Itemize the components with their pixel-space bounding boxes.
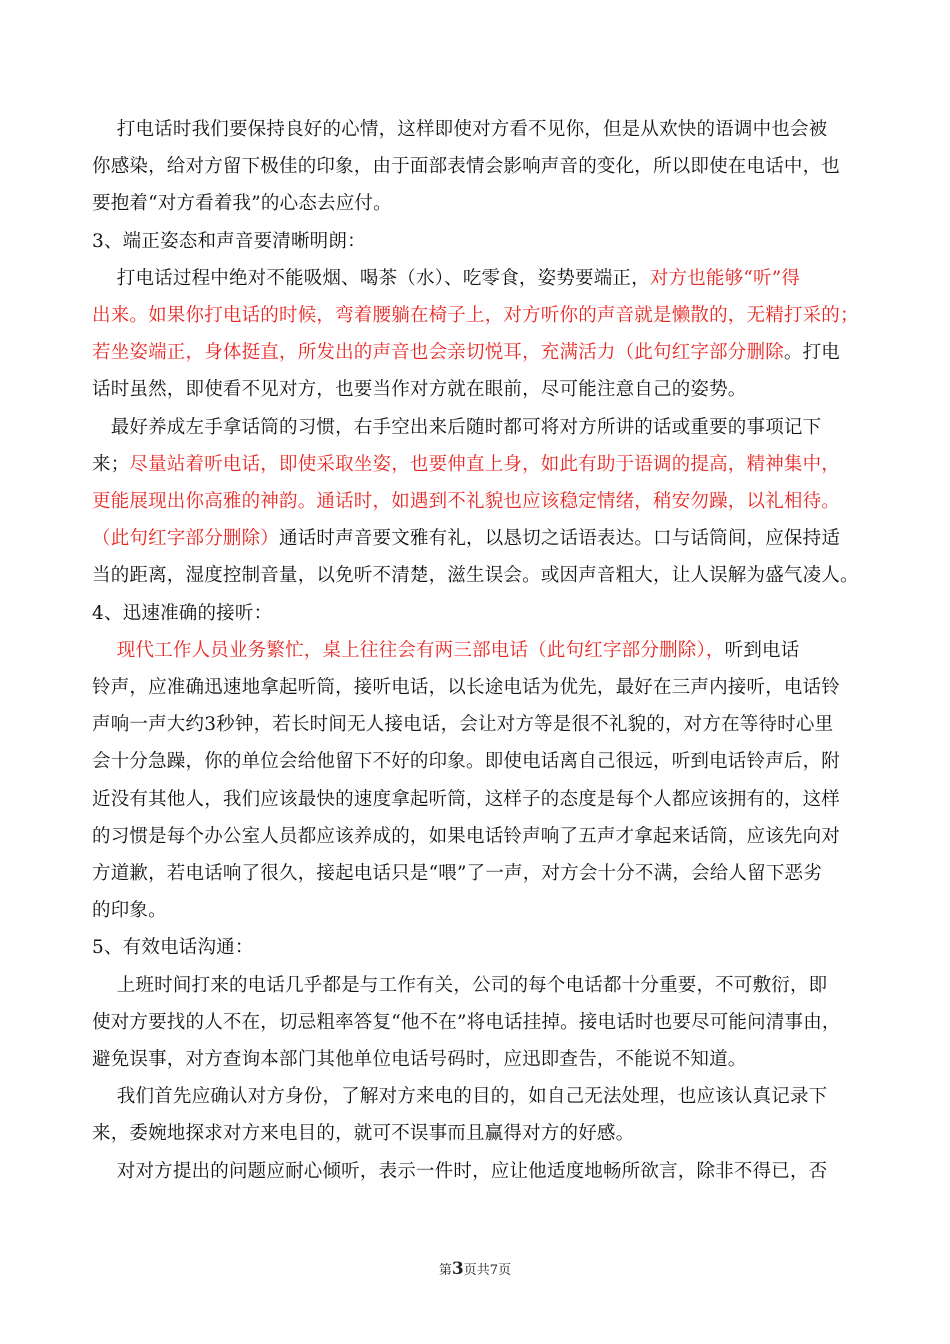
text-line: [92, 639, 867, 663]
text-line: [92, 602, 867, 626]
text-line: [92, 192, 867, 216]
body-text: 方道歉，若电话响了很久，接起电话只是“喂”了一声，对方会十分不满，会给人留下恶劣: [92, 863, 822, 884]
body-text: 的习惯是每个办公室人员都应该养成的，如果电话铃声响了五声才拿起来话筒，应该先向对: [92, 825, 841, 847]
body-text: 5、有效电话沟通：: [92, 937, 254, 959]
body-text: 铃声，应准确迅速地拿起听筒，接听电话，以长途电话为优先，最好在三声内接听，电话铃: [92, 677, 841, 698]
body-text: 打电话时我们要保持良好的心情，这样即使对方看不见你，但是从欢快的语调中也会被: [92, 119, 828, 140]
body-text: [92, 640, 117, 661]
text-line: [92, 1122, 867, 1146]
text-line: [92, 936, 867, 960]
body-text: 会十分急躁，你的单位会给他留下不好的印象。即使电话离自己很远，听到电话铃声后，附: [92, 751, 841, 773]
text-line: [92, 118, 867, 142]
text-line: [92, 713, 867, 737]
body-text: 通话时声音要文雅有礼，以恳切之话语表达。口与话筒间，应保持适: [279, 528, 841, 550]
highlighted-deleted-text: 现代工作人员业务繁忙，桌上往往会有两三部电话（此句红字部分删除），: [116, 639, 725, 661]
text-line: [92, 416, 867, 440]
text-line: [92, 304, 867, 328]
text-line: [92, 453, 867, 477]
footer-suffix: 页: [498, 1263, 512, 1278]
body-text: 你感染，给对方留下极佳的印象，由于面部表情会影响声音的变化，所以即使在电话中，也: [92, 156, 841, 178]
total-pages: 7: [489, 1263, 499, 1278]
page-footer: [0, 1259, 950, 1279]
highlighted-deleted-text: 若坐姿端正，身体挺直，所发出的声音也会亲切悦耳，充满活力（此句红字部分删除: [92, 342, 784, 364]
text-line: [92, 564, 867, 588]
text-line: [92, 341, 867, 365]
body-text: 4、迅速准确的接听：: [92, 602, 273, 624]
body-text: 打电话过程中绝对不能吸烟、喝茶（水）、吃零食，姿势要端正，: [92, 267, 650, 289]
footer-middle: 页共: [463, 1263, 490, 1278]
body-text: 当的距离，湿度控制音量，以免听不清楚，滋生误会。或因声音粗大，让人误解为盛气凌人。: [92, 565, 859, 587]
body-text: 听到电话: [724, 639, 800, 661]
text-line: [92, 230, 867, 254]
text-line: [92, 1160, 867, 1184]
body-text: 上班时间打来的电话几乎都是与工作有关，公司的每个电话都十分重要，不可敷衍，即: [92, 974, 828, 996]
highlighted-deleted-text: 尽量站着听电话，即使采取坐姿，也要伸直上身，如此有助于语调的提高，精神集中，: [129, 453, 841, 475]
body-text: 对对方提出的问题应耐心倾听，表示一件时，应让他适度地畅所欲言，除非不得已，否: [92, 1160, 828, 1182]
text-line: [92, 974, 867, 998]
text-line: [92, 1011, 867, 1035]
text-line: [92, 155, 867, 179]
body-text: 近没有其他人，我们应该最快的速度拿起听筒，这样子的态度是每个人都应该拥有的，这样: [92, 788, 841, 810]
body-text: 我们首先应确认对方身份，了解对方来电的目的，如自己无法处理，也应该认真记录下: [92, 1086, 828, 1108]
text-line: [92, 862, 867, 886]
highlighted-deleted-text: 出来。如果你打电话的时候，弯着腰躺在椅子上，对方听你的声音就是懒散的，无精打采的；: [92, 305, 859, 326]
body-text: 来；: [92, 453, 130, 475]
text-line: [92, 527, 867, 551]
text-line: [92, 750, 867, 774]
text-line: [92, 825, 867, 849]
footer-prefix: 第: [438, 1263, 452, 1278]
body-text: 话时虽然，即使看不见对方，也要当作对方就在眼前，尽可能注意自己的姿势。: [92, 379, 747, 401]
body-text: 的印象。: [92, 900, 167, 922]
text-line: [92, 378, 867, 402]
text-line: [92, 1048, 867, 1072]
body-text: 。打电: [783, 342, 841, 364]
text-line: [92, 788, 867, 812]
body-text: 声响一声大约3秒钟，若长时间无人接电话，会让对方等是很不礼貌的，对方在等待时心里: [92, 714, 834, 736]
highlighted-deleted-text: 更能展现出你高雅的神韵。通话时，如遇到不礼貌也应该稳定情绪，稍安勿躁，以礼相待。: [92, 491, 841, 512]
highlighted-deleted-text: 对方也能够“听”得: [649, 267, 801, 289]
body-text: 最好养成左手拿话筒的习惯，右手空出来后随时都可将对方所讲的话或重要的事项记下: [92, 416, 822, 438]
body-text: 要抱着“对方看着我”的心态去应付。: [92, 193, 392, 215]
text-line: [92, 1085, 867, 1109]
body-text: 避免误事，对方查询本部门其他单位电话号码时，应迅即查告，不能说不知道。: [92, 1049, 747, 1070]
body-text: 来，委婉地探求对方来电目的，就可不误事而且赢得对方的好感。: [92, 1123, 635, 1145]
highlighted-deleted-text: （此句红字部分删除）: [92, 528, 280, 550]
body-text: 使对方要找的人不在，切忌粗率答复“他不在”将电话挂掉。接电话时也要尽可能问清事由，: [92, 1011, 841, 1033]
current-page-number: 3: [451, 1259, 464, 1279]
text-line: [92, 676, 867, 700]
text-line: [92, 267, 867, 291]
text-line: [92, 899, 867, 923]
body-text: 3、端正姿态和声音要清晰明朗：: [92, 230, 366, 252]
text-line: [92, 490, 867, 514]
